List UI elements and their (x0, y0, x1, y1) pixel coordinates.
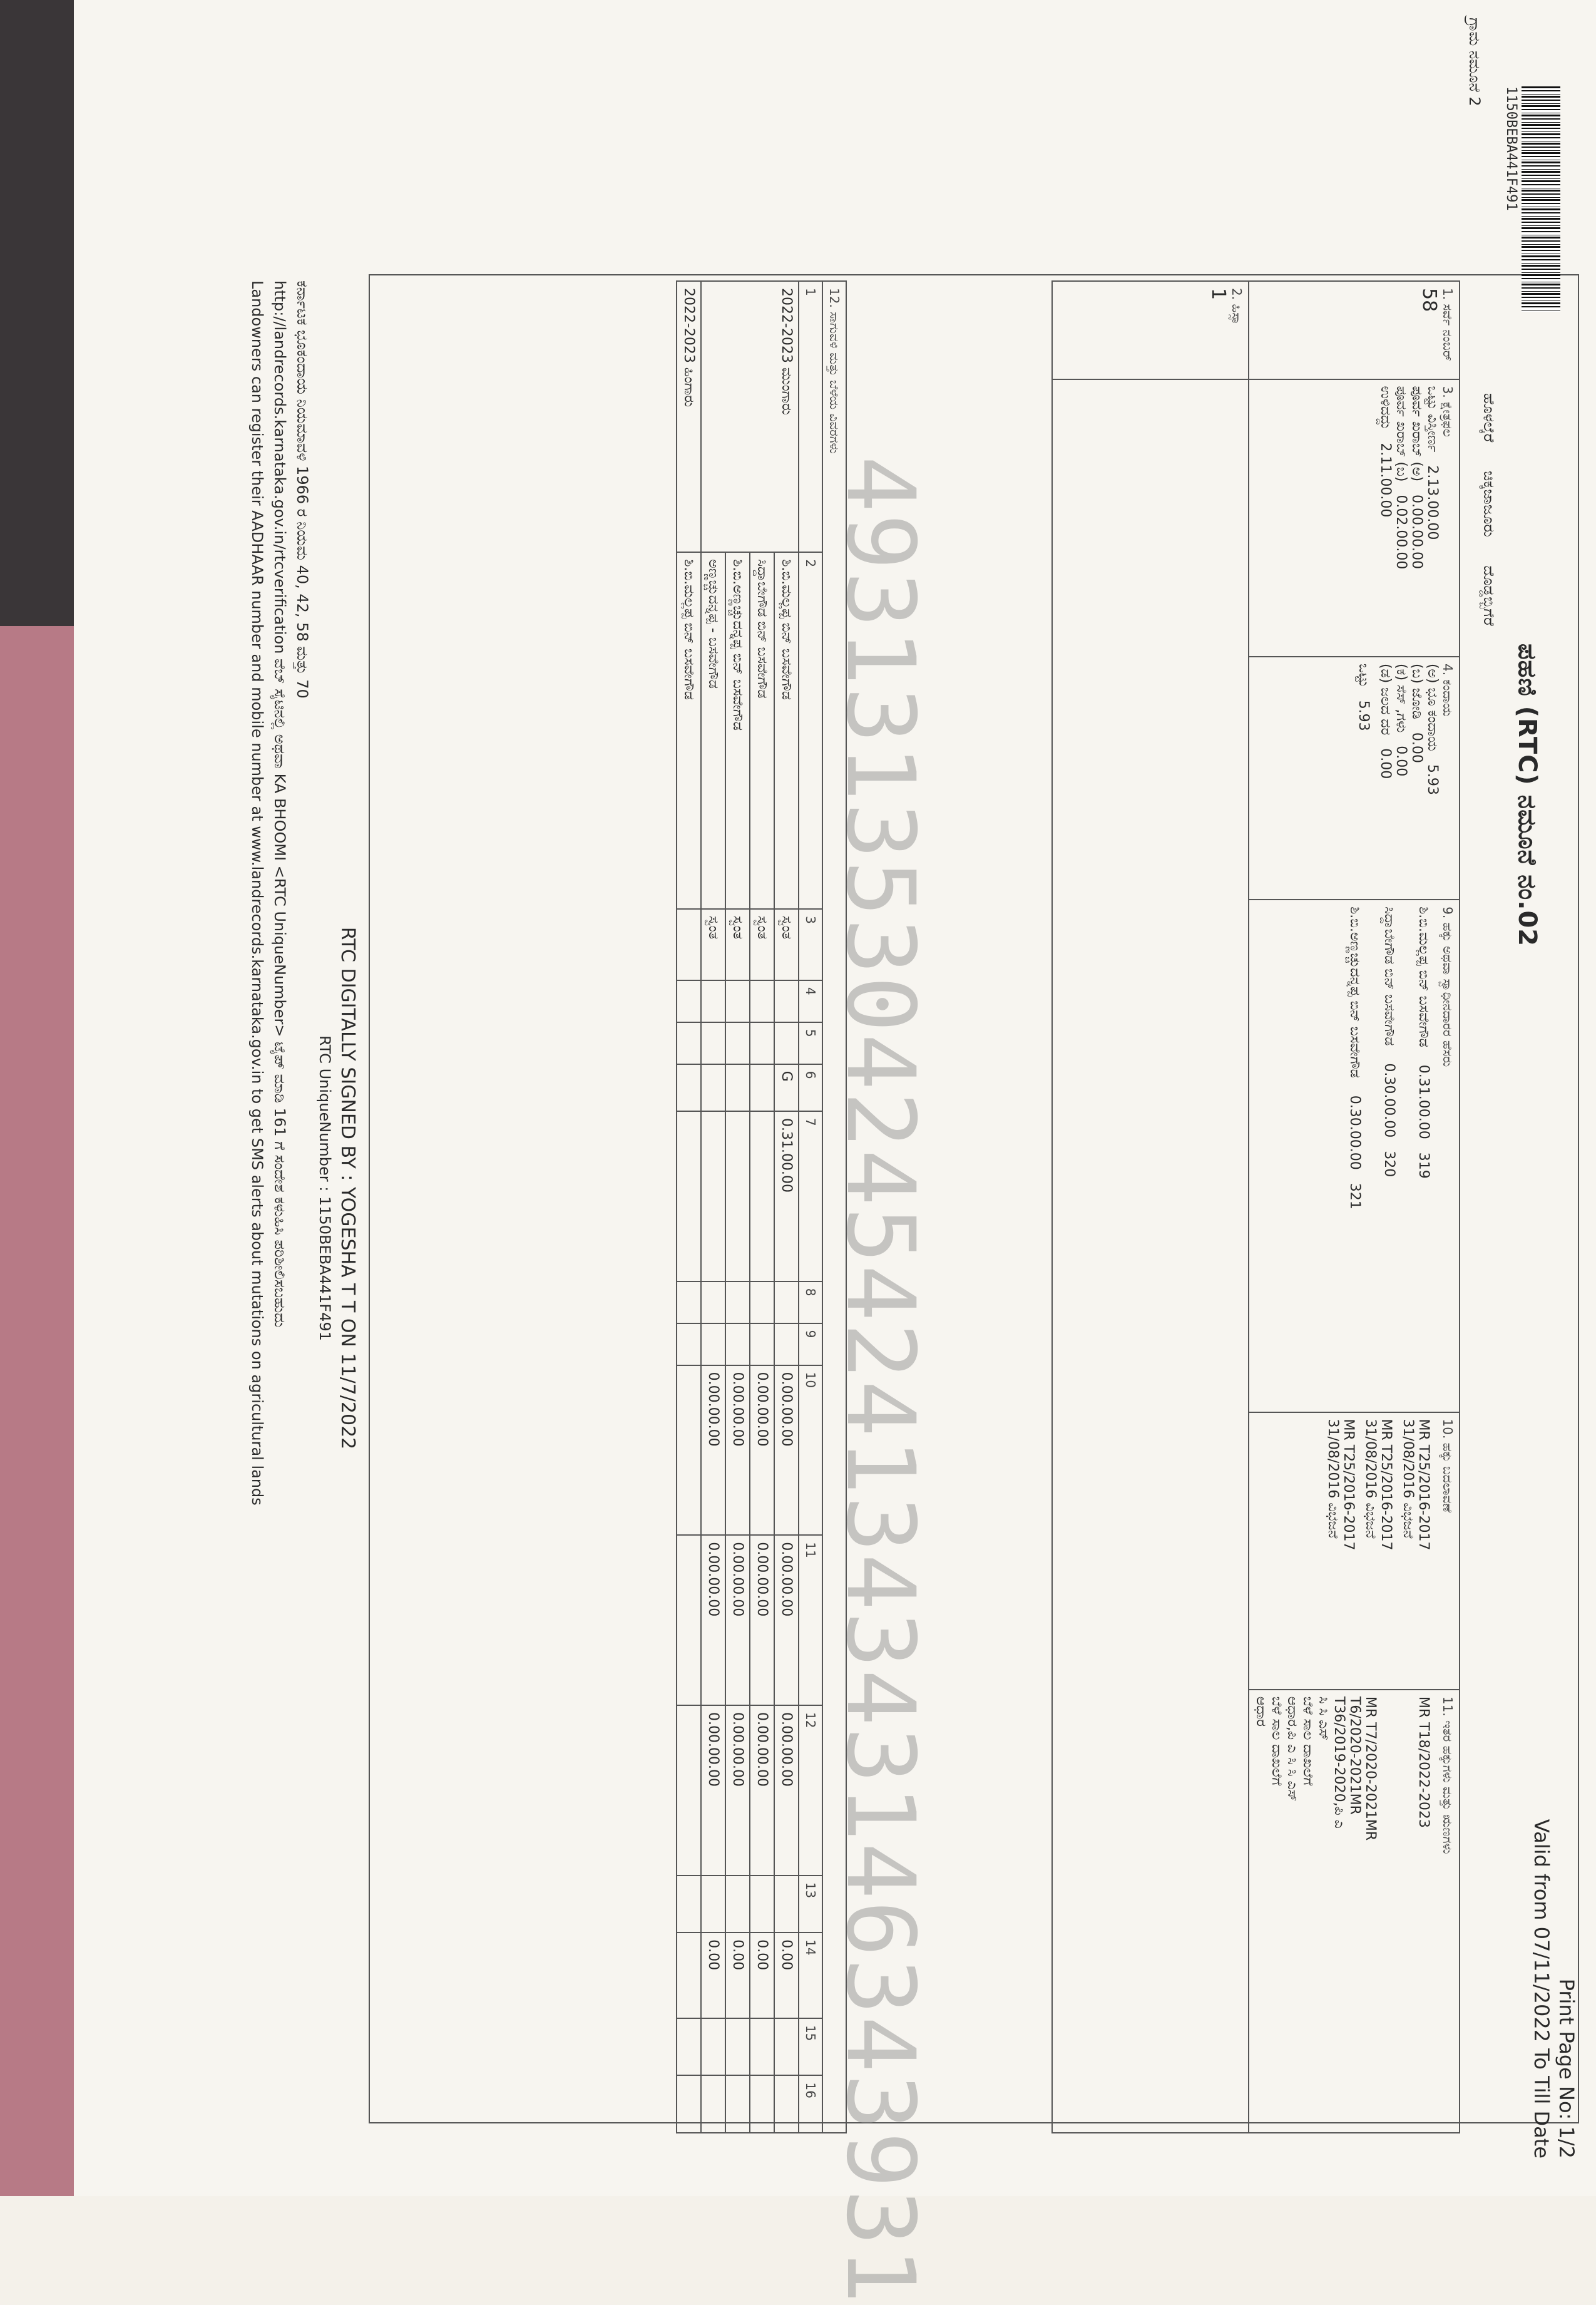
survey-no-cell: 1. ಸರ್ವೆ ನಂಬರ್ 58 (1249, 281, 1460, 379)
mutation-2: MR T25/2016-2017 31/08/2016 ವಿಭಜನೆ (1363, 1419, 1394, 1551)
other-right-1: MR T18/2022-2023 (1416, 1696, 1431, 1828)
col-13: 13 (799, 1876, 822, 1933)
other-right-5: ಸಿ ಸಿ ಎಸ್ (1316, 1696, 1331, 1741)
form-number: ಗ್ರಾಮ ನಮೂನೆ 2 (1466, 18, 1483, 106)
print-page: Print Page No: 1/2 (1555, 1978, 1578, 2159)
print-info (1529, 1819, 1579, 2159)
other-right-8: ಬೆಳೆ ಸಾಲ ದಾಖಲೆಗೆ (1269, 1696, 1284, 1786)
document-title: ಪಹಣಿ (RTC) ನಮೂನೆ ನಂ.02 (1513, 644, 1542, 947)
mutation-3: MR T25/2016-2017 31/08/2016 ವಿಭಜನೆ (1325, 1419, 1356, 1551)
survey-no: 58 (1418, 288, 1440, 312)
tax-total: ಒಟ್ಟು 5.93 (1356, 663, 1371, 731)
table-row: ಶಿ.ಬಿ.ಅಣ್ಣಚ್ಚುದನ್ನಪ್ಪ ಬಿನ್ ಬಸವೇಗೌಡ ಸ್ವಂತ 0.00.00.00 0.00.00.00 0.00.00.00 0.00 (725, 281, 750, 2133)
table-row: ಅಣ್ಣಚ್ಚುದನ್ನಪ್ಪ - ಬಸವೇಗೌಡ ಸ್ವಂತ 0.00.00.00 0.00.00.00 0.00.00.00 0.00 (701, 281, 725, 2133)
table-row: ಸಿದ್ದಾಬೇಗೌಡ ಬಿನ್ ಬಸವೇಗೌಡ ಸ್ವಂತ 0.00.00.00 0.00.00.00 0.00.00.00 0.00 (750, 281, 774, 2133)
mutation-cell: 10. ಹಕ್ಕು ಬದಲಾವಣೆ MR T25/2016-2017 31/08/2016 ವಿಭಜನೆ MR T25/2016-2017 31/08/2016 ವಿಭಜನೆ MR T25/2016-2017 31/08/2016 ವಿಭಜನೆ (1249, 1412, 1460, 1690)
blank-section (1052, 379, 1249, 2133)
col-10: 10 (799, 1365, 822, 1536)
valid-from: Valid from 07/11/2022 To Till Date (1530, 1819, 1553, 2159)
area-row-4: ಉಳಿದದ್ದು 2.11.00.00 (1378, 386, 1393, 518)
other-right-3: T6/2020-2021MR (1347, 1696, 1363, 1815)
year-2: 2022-2023 ಹಿಂಗಾರು (677, 281, 701, 552)
other-right-9: ಆಧಾರ (1253, 1696, 1269, 1727)
col-5: 5 (799, 1022, 822, 1064)
table-row: 2022-2023 ಹಿಂಗಾರು ಶಿ.ಬಿ.ಮಲ್ಲಪ್ಪ ಬಿನ್ ಬಸವೇಗೌಡ (677, 281, 701, 2133)
mutation-1: MR T25/2016-2017 31/08/2016 ವಿಭಜನೆ (1400, 1419, 1431, 1551)
other-right-6: ಬೆಳೆ ಸಾಲ ದಾಖಲೆಗೆ (1300, 1696, 1316, 1786)
tax-cell: 4. ಕಂದಾಯ (ಅ) ಭೂ ಕಂದಾಯ 5.93 (ಬ) ಜೋಡಿ 0.00 (ಕ) ಸೆಸ್ ,ಗಳು 0.00 (ಡ) ಜಲದ ದರ 0.00 ಒಟ್ಟು 5.93 (1249, 657, 1460, 900)
signed-by: RTC DIGITALLY SIGNED BY : YOGESHA T T ON 11/7/2022 (337, 927, 359, 1450)
land-details-table (1051, 280, 1460, 2133)
taluk: ಹೊಳಲ್ಕೆರೆ (1480, 393, 1498, 443)
barcode-id: 1150BEBA441F491 (1503, 86, 1519, 211)
col-11: 11 (799, 1535, 822, 1705)
footer (246, 280, 359, 2096)
location-line (1480, 393, 1498, 626)
watermark-number: 49313135304245424134343146343931 (826, 456, 934, 2305)
col-1: 1 (799, 281, 822, 552)
g-value: 0.31.00.00 (774, 1111, 799, 1281)
cultivation-table (676, 280, 847, 2133)
col-16: 16 (799, 2075, 822, 2133)
hissa-no: 1 (1207, 288, 1229, 300)
owner-1: ಶಿ.ಬಿ.ಮಲ್ಲಪ್ಪ ಬಿನ್ ಬಸವೇಗೌಡ 0.31.00.00 319 (1416, 906, 1431, 1179)
tax-row-1: (ಅ) ಭೂ ಕಂದಾಯ 5.93 (1425, 663, 1440, 795)
g-mark: G (774, 1064, 799, 1111)
other-right-2: MR T7/2020-2021MR (1363, 1696, 1378, 1841)
col-7: 7 (799, 1111, 822, 1281)
tax-row-2: (ಬ) ಜೋಡಿ 0.00 (1409, 663, 1425, 763)
area-row-1: ಒಟ್ಟು ವಿಸ್ತೀರ್ಣ 2.13.00.00 (1425, 386, 1440, 540)
col-2: 2 (799, 552, 822, 909)
col-15: 15 (799, 2018, 822, 2075)
other-right-4: T36/2019-2020,ಪಿ ಎ (1331, 1696, 1347, 1829)
owner-2: ಸಿದ್ದಾಬೇಗೌಡ ಬಿನ್ ಬಸವೇಗೌಡ 0.30.00.00 320 (1381, 906, 1397, 1178)
rotated-page (158, 18, 1585, 2305)
col-6: 6 (799, 1064, 822, 1111)
col-9: 9 (799, 1323, 822, 1365)
col-8: 8 (799, 1281, 822, 1323)
act-note: ಕರ್ನಾಟಕ ಭೂಕಂದಾಯ ನಿಯಮಾವಳಿ 1966 ರ ನಿಯಮ 40, 42, 58 ಮತ್ತು 70 (294, 280, 311, 699)
unique-number: RTC UniqueNumber : 1150BEBA441F491 (316, 1035, 334, 1341)
tax-row-4: (ಡ) ಜಲದ ದರ 0.00 (1378, 663, 1393, 779)
other-rights-cell: 11. ಇತರ ಹಕ್ಕುಗಳು ಮತ್ತು ಋಣಗಳು MR T18/2022-2023 MR T7/2020-2021MR T6/2020-2021MR T36/2019-2020,ಪಿ ಎ ಸಿ ಸಿ ಎಸ್ ಬೆಳೆ ಸಾಲ ದಾಖಲೆಗೆ ಆಧಾರ,ಪಿ ಎ ಸಿ ಸಿ ಎಸ್ ಬೆಳೆ ಸಾಲ ದಾಖಲೆಗೆ ಆಧಾರ (1249, 1690, 1460, 2133)
cultivation-header: 12. ಸಾಗುವಳಿ ಮತ್ತು ಬೆಳೆಯ ವಿವರಗಳು (822, 281, 846, 2133)
barcode-image (1522, 86, 1560, 312)
owner-3: ಶಿ.ಬಿ.ಅಣ್ಣಚ್ಚುದನ್ನಪ್ಪ ಬಿನ್ ಬಸವೇಗೌಡ 0.30.00.00 321 (1347, 906, 1363, 1209)
area-row-2: ಪೂರ್ವ ಖರಾಬ್ (ಅ) 0.00.00.00 (1409, 386, 1425, 570)
col-4: 4 (799, 980, 822, 1022)
rtc-document (74, 0, 1596, 2305)
table-row: 2022-2023 ಮುಂಗಾರು ಶಿ.ಬಿ.ಮಲ್ಲಪ್ಪ ಬಿನ್ ಬಸವೇಗೌಡ ಸ್ವಂತ G 0.31.00.00 0.00.00.00 0.00.00.00 0.00.00.00 0.00 (774, 281, 799, 2133)
year-1: 2022-2023 ಮುಂಗಾರು (701, 281, 799, 552)
village: ದೊಡ್ಡಬ್ಬಿಗೆರೆ (1480, 565, 1498, 626)
other-right-7: ಆಧಾರ,ಪಿ ಎ ಸಿ ಸಿ ಎಸ್ (1284, 1696, 1300, 1802)
owners-cell: 9. ಹಕ್ಕು ಅಥವಾ ಸ್ವಾಧೀನದಾರರ ಹೆಸರು ಶಿ.ಬಿ.ಮಲ್ಲಪ್ಪ ಬಿನ್ ಬಸವೇಗೌಡ 0.31.00.00 319 ಸಿದ್ದಾಬೇಗೌಡ ಬಿನ್ ಬಸವೇಗೌಡ 0.30.00.00 320 ಶಿ.ಬಿ.ಅಣ್ಣಚ್ಚುದನ್ನಪ್ಪ ಬಿನ್ ಬಸವೇಗೌಡ 0.30.00.00 321 (1249, 900, 1460, 1412)
col-3: 3 (799, 909, 822, 980)
hobli: ಚಿಕ್ಕಜಾಜೂರು (1480, 471, 1498, 537)
col-14: 14 (799, 1933, 822, 2018)
area-cell: 3. ಕ್ಷೇತ್ರಫಲ ಒಟ್ಟು ವಿಸ್ತೀರ್ಣ 2.13.00.00 ಪೂರ್ವ ಖರಾಬ್ (ಅ) 0.00.00.00 ಪೂರ್ವ ಖರಾಬ್ (ಬ) 0.02.00.00 ಉಳಿದದ್ದು 2.11.00.00 (1249, 379, 1460, 657)
hissa-cell: 2. ಹಿಸ್ಸಾ 1 (1052, 281, 1249, 379)
sms-note: Landowners can register their AADHAAR number and mobile number at www.landrecords.karnataka.gov.in to get SMS alerts about mutations on agricultural lands (248, 280, 266, 1506)
tax-row-3: (ಕ) ಸೆಸ್ ,ಗಳು 0.00 (1393, 663, 1409, 777)
area-row-3: ಪೂರ್ವ ಖರಾಬ್ (ಬ) 0.02.00.00 (1393, 386, 1409, 570)
verify-url[interactable]: http://landrecords.karnataka.gov.in/rtcverification ವೆಬ್ ಸೈಟಿನಲ್ಲಿ ಅಥವಾ KA BHOOMI <RTC UniqueNumber> ಟೈಪ್ ಮಾಡಿ 161 ಗೆ ಸಂದೇಶ ಕಳುಹಿಸಿ ಪರಿಶೀಲಿಸಬಹುದು (271, 280, 289, 1328)
col-12: 12 (799, 1705, 822, 1876)
